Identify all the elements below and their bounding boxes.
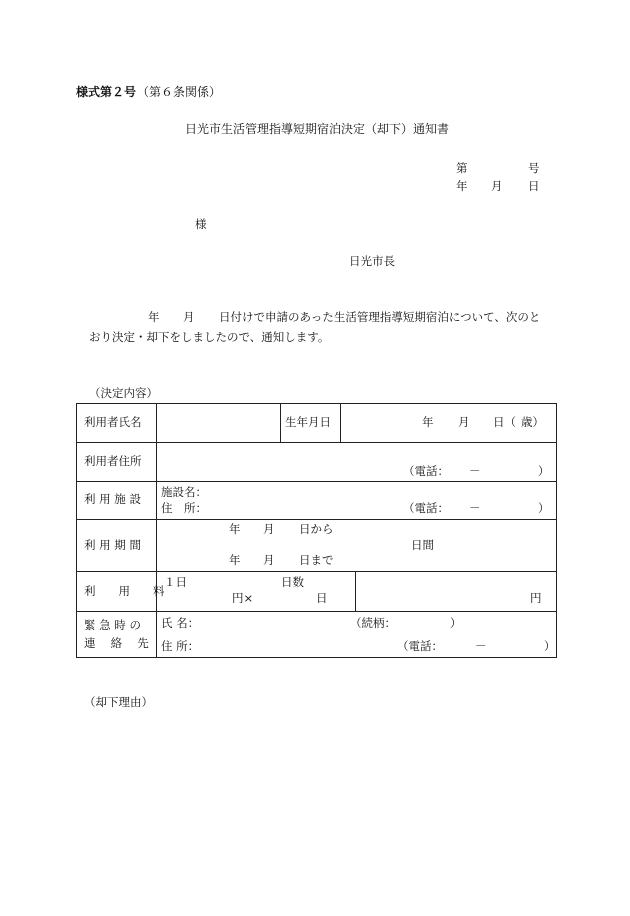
user-phone-close: ） — [538, 464, 550, 478]
body-year: 年 — [148, 310, 160, 324]
body-line1: 日付けで申請のあった生活管理指導短期宿泊について、次のと — [219, 310, 541, 324]
facility-phone-close: ） — [538, 501, 550, 515]
doc-number-suffix: 号 — [528, 161, 540, 175]
period-from-year: 年 — [229, 522, 241, 536]
birthdate-year: 年 — [422, 415, 434, 429]
issuer: 日光市長 — [349, 254, 395, 268]
body-line2: おり決定・却下をしましたので、通知します。 — [89, 330, 330, 344]
birthdate-month: 月 — [458, 415, 470, 429]
fee-days-label: 日数 — [281, 575, 304, 589]
fee-yen-times: 円× — [232, 591, 254, 605]
facility-phone-label: （電話： — [403, 501, 449, 515]
date-day: 日 — [528, 179, 540, 193]
period-label: 利 用 期 間 — [84, 538, 141, 552]
emergency-relation-label: （続柄： — [350, 616, 396, 630]
period-from-day: 日から — [299, 522, 334, 536]
fee-total-yen: 円 — [530, 591, 542, 605]
period-to-day: 日まで — [299, 553, 334, 567]
user-address-label: 利用者住所 — [84, 454, 142, 468]
period-from-month: 月 — [263, 522, 275, 536]
facility-phone-dash: － — [469, 501, 481, 515]
facility-label: 利 用 施 設 — [84, 492, 141, 506]
form-number: 様式第２号 — [76, 85, 137, 99]
date-month: 月 — [491, 179, 503, 193]
doc-number-prefix: 第 — [456, 161, 468, 175]
period-to-year: 年 — [229, 553, 241, 567]
period-to-month: 月 — [263, 553, 275, 567]
body-month: 月 — [183, 310, 195, 324]
user-phone-label: （電話： — [403, 464, 449, 478]
date-year: 年 — [456, 179, 468, 193]
decision-section-label: （決定内容） — [89, 386, 158, 400]
emergency-phone-dash: － — [475, 639, 487, 653]
emergency-address-label: 住 所： — [161, 639, 200, 653]
user-phone-dash: － — [469, 464, 481, 478]
user-name-label: 利用者氏名 — [84, 415, 142, 429]
rejection-section-label: （却下理由） — [84, 695, 153, 709]
document-title: 日光市生活管理指導短期宿泊決定（却下）通知書 — [185, 122, 450, 136]
addressee-honorific: 様 — [195, 217, 207, 231]
facility-name-label: 施設名： — [161, 485, 207, 499]
fee-label: 利 用 料 — [84, 584, 165, 598]
emergency-label-line1: 緊 急 時 の — [84, 618, 141, 632]
form-relation: （第６条関係） — [137, 85, 222, 99]
period-days: 日間 — [411, 538, 434, 552]
fee-per-day: １日 — [164, 575, 187, 589]
emergency-phone-close: ） — [544, 639, 556, 653]
fee-day-unit: 日 — [316, 591, 328, 605]
emergency-phone-label: （電話： — [397, 639, 443, 653]
emergency-label-line2: 連 絡 先 — [84, 636, 149, 650]
birthdate-day: 日（ — [493, 415, 516, 429]
emergency-name-label: 氏 名： — [161, 616, 200, 630]
emergency-relation-close: ） — [450, 616, 462, 630]
facility-address-label: 住 所： — [161, 501, 207, 515]
birthdate-age: 歳） — [521, 415, 544, 429]
birthdate-label: 生年月日 — [285, 415, 331, 429]
